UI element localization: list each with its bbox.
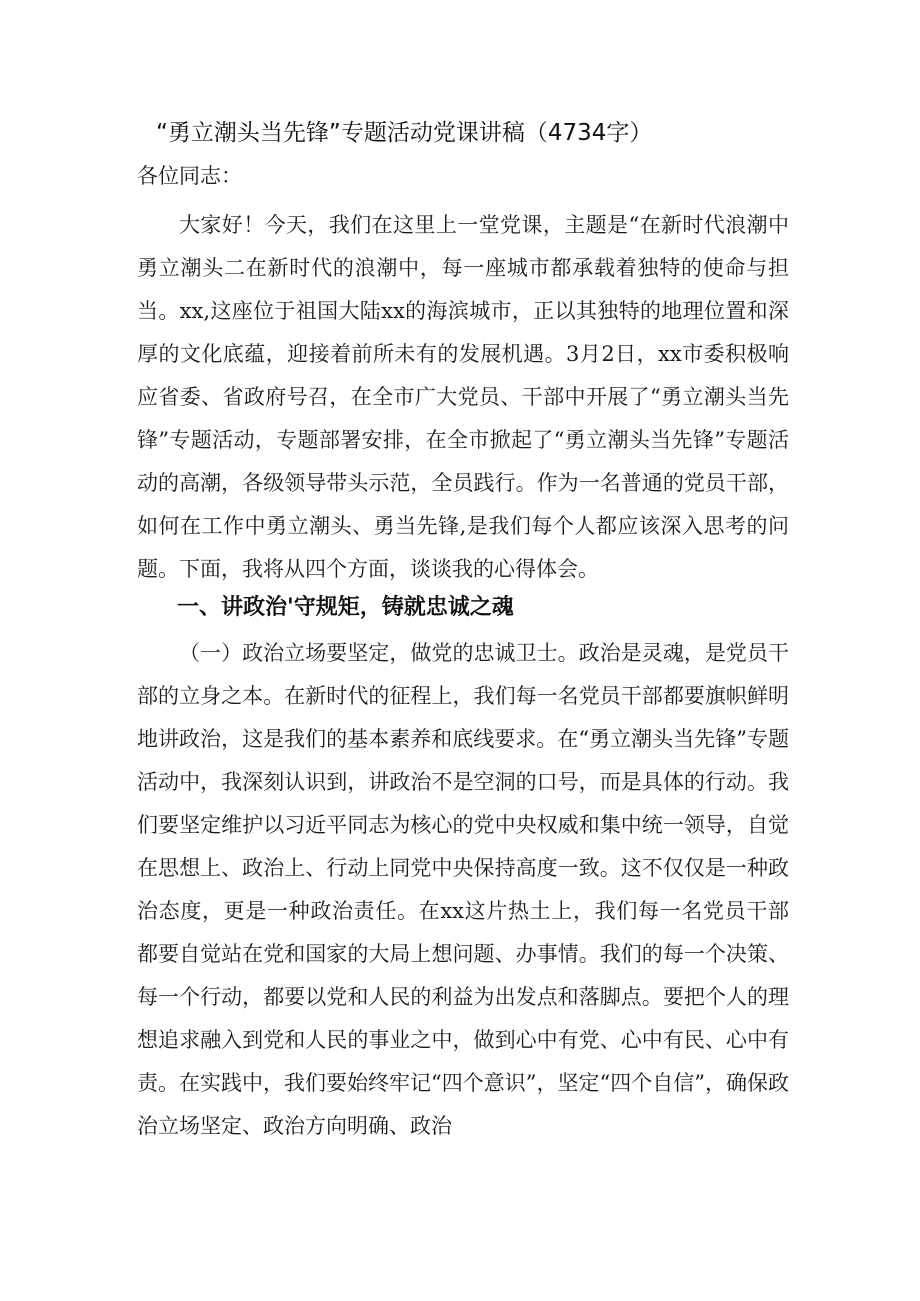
- salutation: 各位同志：: [137, 164, 242, 188]
- document-title: “勇立潮头当先锋”专题活动党课讲稿（4734字）: [156, 120, 653, 146]
- section-paragraph: （一）政治立场要坚定，做党的忠诚卫士。政治是灵魂，是党员干部的立身之本。在新时代的征程上，我们每一名党员干部都要旗帜鲜明地讲政治，这是我们的基本素养和底线要求。在“勇立潮头当先锋”专题活动中，我深刻认识到，讲政治不是空洞的口号，而是具体的行动。我们要坚定维护以习近平同志为核心的党中央权威和集中统一领导，自觉在思想上、政治上、行动上同党中央保持高度一致。这不仅仅是一种政治态度，更是一种政治责任。在xx这片热土上，我们每一名党员干部都要自觉站在党和国家的大局上想问题、办事情。我们的每一个决策、每一个行动，都要以党和人民的利益为出发点和落脚点。要把个人的理想追求融入到党和人民的事业之中，做到心中有党、心中有民、心中有责。在实践中，我们要始终牢记“四个意识”，坚定“四个自信”，确保政治立场坚定、政治方向明确、政治: [137, 641, 789, 1138]
- section-heading: 一、讲政治'守规矩，铸就忠诚之魂: [177, 595, 514, 620]
- intro-paragraph: 大家好！今天，我们在这里上一堂党课，主题是“在新时代浪潮中勇立潮头二在新时代的浪潮中，每一座城市都承载着独特的使命与担当。xx,这座位于祖国大陆xx的海滨城市，正以其独特的地理位置和深厚的文化底蕴，迎接着前所未有的发展机遇。3月2日，xx市委积极响应省委、省政府号召，在全市广大党员、干部中开展了“勇立潮头当先锋”专题活动，专题部署安排，在全市掀起了“勇立潮头当先锋”专题活动的高潮，各级领导带头示范，全员践行。作为一名普通的党员干部，如何在工作中勇立潮头、勇当先锋,是我们每个人都应该深入思考的问题。下面，我将从四个方面，谈谈我的心得体会。: [137, 213, 789, 581]
